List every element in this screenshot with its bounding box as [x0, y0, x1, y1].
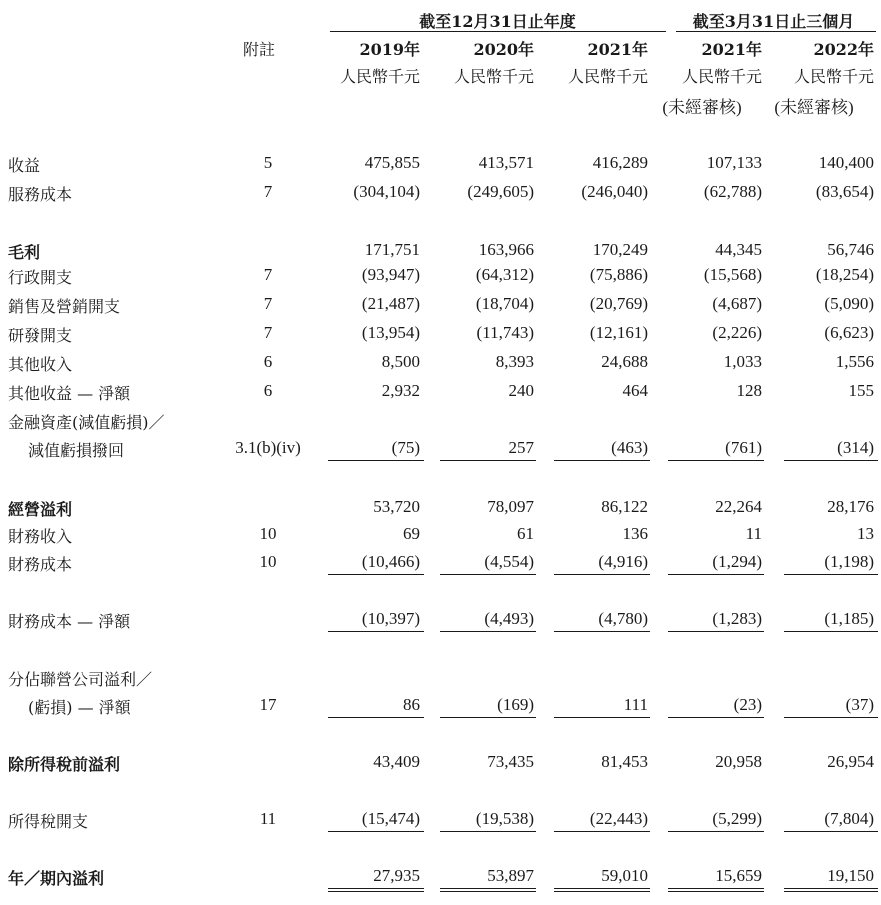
table-cell: (75)	[391, 438, 420, 457]
table-cell: 69	[403, 524, 420, 543]
subtotal-rule	[554, 574, 650, 575]
row-label-continued: (虧損) — 淨額	[28, 698, 131, 717]
table-cell: (75,886)	[589, 265, 648, 284]
table-cell: 107,133	[706, 153, 762, 172]
col-header-year-4: 2021年	[701, 40, 762, 59]
row-label: 財務成本 — 淨額	[8, 612, 131, 631]
table-cell: 53,897	[487, 866, 534, 885]
row-label: 財務成本	[8, 555, 73, 574]
row-note-ref: 6	[263, 381, 273, 400]
table-cell: 20,958	[715, 752, 762, 771]
table-cell: 155	[848, 381, 874, 400]
col-header-year-5: 2022年	[813, 40, 874, 59]
row-note-ref: 6	[263, 352, 273, 371]
col-header-unit-3: 人民幣千元	[567, 67, 648, 86]
table-cell: 2,932	[381, 381, 420, 400]
row-note-ref: 11	[259, 809, 277, 828]
table-cell: (5,090)	[824, 294, 874, 313]
table-cell: (761)	[725, 438, 762, 457]
row-label: 金融資產(減值虧損)／	[8, 413, 165, 432]
table-cell: 1,556	[835, 352, 874, 371]
row-note-ref: 17	[259, 695, 277, 714]
table-cell: 22,264	[715, 497, 762, 516]
table-cell: 44,345	[715, 240, 762, 259]
table-cell: (23)	[733, 695, 762, 714]
table-cell: 171,751	[364, 240, 420, 259]
subtotal-rule	[668, 831, 764, 832]
subtotal-rule	[440, 631, 536, 632]
table-cell: (1,283)	[712, 609, 762, 628]
table-cell: 61	[517, 524, 534, 543]
total-double-rule	[328, 888, 424, 892]
subtotal-rule	[668, 460, 764, 461]
table-cell: 86	[403, 695, 420, 714]
total-double-rule	[668, 888, 764, 892]
row-label: 其他收益 — 淨額	[8, 384, 131, 403]
row-label: 毛利	[8, 243, 41, 262]
table-cell: (10,466)	[361, 552, 420, 571]
col-header-year-2: 2020年	[473, 40, 534, 59]
table-cell: (93,947)	[361, 265, 420, 284]
col-header-unit-1: 人民幣千元	[339, 67, 420, 86]
total-double-rule	[554, 888, 650, 892]
subtotal-rule	[440, 460, 536, 461]
subtotal-rule	[440, 717, 536, 718]
table-cell: 136	[622, 524, 648, 543]
row-note-ref: 10	[259, 524, 277, 543]
table-cell: 13	[857, 524, 874, 543]
table-cell: 26,954	[827, 752, 874, 771]
subtotal-rule	[554, 717, 650, 718]
row-label: 經營溢利	[8, 500, 73, 519]
table-cell: (4,493)	[484, 609, 534, 628]
table-cell: 56,746	[827, 240, 874, 259]
table-cell: 59,010	[601, 866, 648, 885]
table-cell: 128	[736, 381, 762, 400]
subtotal-rule	[440, 831, 536, 832]
table-cell: (12,161)	[589, 323, 648, 342]
group-header-year: 截至12月31日止年度	[419, 12, 576, 31]
table-cell: 1,033	[723, 352, 762, 371]
table-cell: (64,312)	[475, 265, 534, 284]
table-cell: (21,487)	[361, 294, 420, 313]
row-label: 除所得稅前溢利	[8, 755, 121, 774]
table-cell: 73,435	[487, 752, 534, 771]
subtotal-rule	[328, 831, 424, 832]
table-cell: 8,393	[495, 352, 534, 371]
table-cell: (2,226)	[712, 323, 762, 342]
table-cell: (7,804)	[824, 809, 874, 828]
col-header-unaudited-5: (未經審核)	[774, 98, 854, 117]
table-cell: 15,659	[715, 866, 762, 885]
subtotal-rule	[328, 631, 424, 632]
table-cell: 413,571	[478, 153, 534, 172]
table-cell: (4,916)	[598, 552, 648, 571]
col-header-unit-2: 人民幣千元	[453, 67, 534, 86]
table-cell: 464	[622, 381, 648, 400]
table-cell: 81,453	[601, 752, 648, 771]
table-cell: (83,654)	[815, 182, 874, 201]
group-header-quarter-rule	[676, 31, 876, 32]
table-cell: (37)	[845, 695, 874, 714]
table-cell: (6,623)	[824, 323, 874, 342]
subtotal-rule	[554, 831, 650, 832]
row-note-ref: 3.1(b)(iv)	[235, 438, 301, 457]
col-header-unit-5: 人民幣千元	[793, 67, 874, 86]
table-cell: (169)	[497, 695, 534, 714]
table-cell: 28,176	[827, 497, 874, 516]
table-cell: 111	[623, 695, 648, 714]
subtotal-rule	[440, 574, 536, 575]
row-label-continued: 減值虧損撥回	[28, 441, 125, 460]
table-cell: (62,788)	[703, 182, 762, 201]
row-label: 收益	[8, 156, 41, 175]
table-cell: (314)	[837, 438, 874, 457]
table-cell: 43,409	[373, 752, 420, 771]
row-label: 行政開支	[8, 268, 73, 287]
table-cell: 19,150	[827, 866, 874, 885]
total-double-rule	[784, 888, 878, 892]
row-label: 財務收入	[8, 527, 73, 546]
row-label: 銷售及營銷開支	[8, 297, 121, 316]
total-double-rule	[440, 888, 536, 892]
table-cell: 8,500	[381, 352, 420, 371]
table-cell: (15,474)	[361, 809, 420, 828]
col-header-unit-4: 人民幣千元	[681, 67, 762, 86]
subtotal-rule	[554, 460, 650, 461]
subtotal-rule	[784, 631, 878, 632]
table-cell: 27,935	[373, 866, 420, 885]
table-cell: (11,743)	[476, 323, 534, 342]
table-cell: 53,720	[373, 497, 420, 516]
table-cell: 11	[745, 524, 762, 543]
table-cell: (5,299)	[712, 809, 762, 828]
table-cell: (1,185)	[824, 609, 874, 628]
subtotal-rule	[784, 717, 878, 718]
table-cell: 86,122	[601, 497, 648, 516]
table-cell: 170,249	[592, 240, 648, 259]
row-note-ref: 7	[263, 294, 273, 313]
subtotal-rule	[668, 717, 764, 718]
table-cell: (10,397)	[361, 609, 420, 628]
row-label: 研發開支	[8, 326, 73, 345]
table-cell: 163,966	[478, 240, 534, 259]
table-cell: (19,538)	[475, 809, 534, 828]
subtotal-rule	[784, 574, 878, 575]
subtotal-rule	[328, 717, 424, 718]
row-note-ref: 7	[263, 323, 273, 342]
table-cell: 240	[508, 381, 534, 400]
table-cell: (1,198)	[824, 552, 874, 571]
subtotal-rule	[328, 460, 424, 461]
row-note-ref: 10	[259, 552, 277, 571]
table-cell: (463)	[611, 438, 648, 457]
col-header-unaudited-4: (未經審核)	[662, 98, 742, 117]
row-note-ref: 5	[263, 153, 273, 172]
subtotal-rule	[554, 631, 650, 632]
table-cell: (4,554)	[484, 552, 534, 571]
table-cell: (4,780)	[598, 609, 648, 628]
table-cell: (18,254)	[815, 265, 874, 284]
table-cell: (246,040)	[581, 182, 648, 201]
table-cell: (1,294)	[712, 552, 762, 571]
subtotal-rule	[328, 574, 424, 575]
row-label: 其他收入	[8, 355, 73, 374]
table-cell: (22,443)	[589, 809, 648, 828]
table-cell: (304,104)	[353, 182, 420, 201]
subtotal-rule	[668, 631, 764, 632]
table-cell: (13,954)	[361, 323, 420, 342]
table-cell: 475,855	[364, 153, 420, 172]
table-cell: (20,769)	[589, 294, 648, 313]
subtotal-rule	[784, 831, 878, 832]
table-cell: (249,605)	[467, 182, 534, 201]
col-header-year-1: 2019年	[359, 40, 420, 59]
group-header-year-rule	[330, 31, 666, 32]
table-cell: (15,568)	[703, 265, 762, 284]
table-cell: (4,687)	[712, 294, 762, 313]
note-column-header: 附註	[242, 40, 275, 59]
row-note-ref: 7	[263, 265, 273, 284]
row-label: 年／期內溢利	[8, 869, 105, 888]
table-cell: 78,097	[487, 497, 534, 516]
table-cell: 140,400	[818, 153, 874, 172]
row-label: 服務成本	[8, 185, 73, 204]
table-cell: 257	[508, 438, 534, 457]
table-cell: 24,688	[601, 352, 648, 371]
row-label: 分佔聯營公司溢利／	[8, 670, 153, 689]
table-cell: (18,704)	[475, 294, 534, 313]
subtotal-rule	[784, 460, 878, 461]
subtotal-rule	[668, 574, 764, 575]
table-cell: 416,289	[592, 153, 648, 172]
col-header-year-3: 2021年	[587, 40, 648, 59]
row-label: 所得稅開支	[8, 812, 89, 831]
group-header-quarter: 截至3月31日止三個月	[692, 12, 855, 31]
row-note-ref: 7	[263, 182, 273, 201]
